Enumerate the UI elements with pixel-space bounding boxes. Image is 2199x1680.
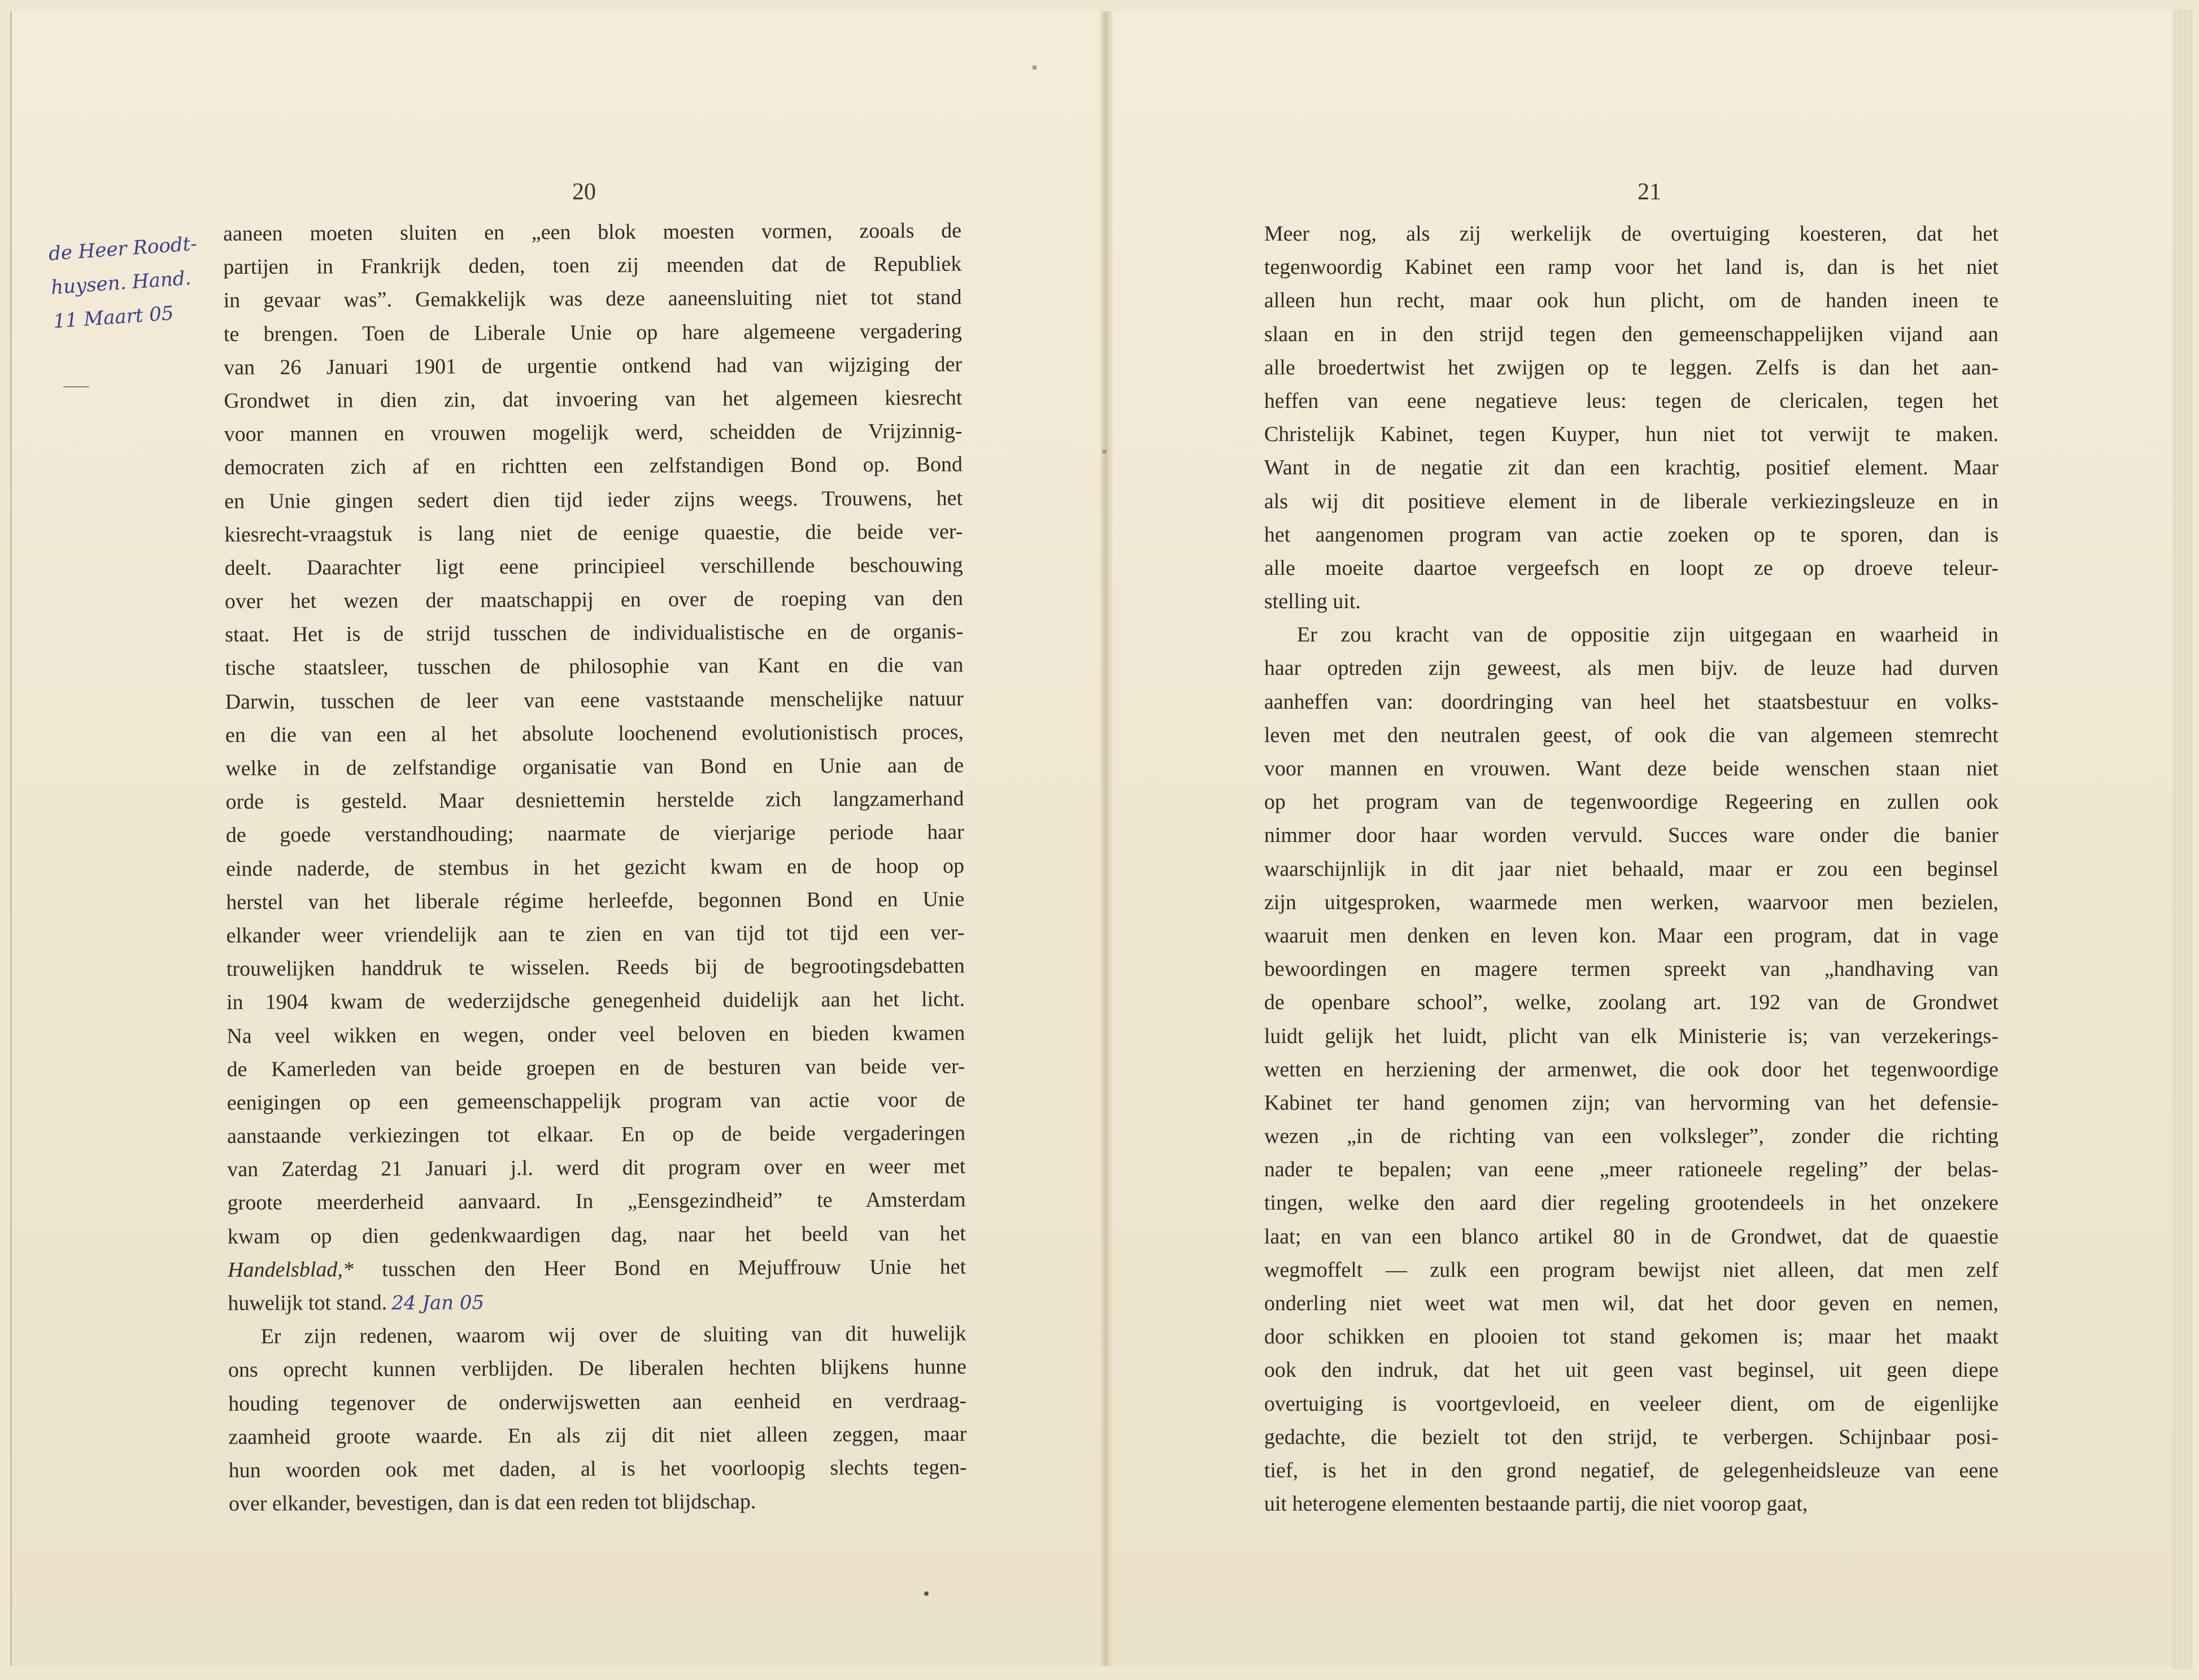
page-number-left: 20 <box>572 179 596 205</box>
text-line: bewoordingen en magere termen spreekt van „handhaving van <box>1264 957 1998 981</box>
text-line: in 1904 kwam de wederzijdsche genegenheid duidelijk aan het licht. <box>226 987 965 1015</box>
margin-note-line: 11 Maart 05 <box>53 302 175 333</box>
left-text-column <box>223 214 967 1521</box>
text-line: leven met den neutralen geest, of ook die van algemeen stemrecht <box>1264 723 1998 747</box>
text-line: op het program van de tegenwoordige Regeering en zullen ook <box>1264 790 1998 814</box>
newspaper-title: Handelsblad,* <box>228 1257 354 1282</box>
text-line: heffen van eene negatieve leus: tegen de clericalen, tegen het <box>1264 389 1998 413</box>
margin-note-line: huysen. Hand. <box>50 267 192 299</box>
text-line: ook den indruk, dat het uit geen vast beginsel, uit geen diepe <box>1264 1358 1998 1382</box>
text-line: voor mannen en vrouwen. Want deze beide wenschen staan niet <box>1264 757 1998 780</box>
text-line: overtuiging is voortgevloeid, en veeleer dient, om de eigenlijke <box>1264 1391 1998 1416</box>
handwritten-margin-note <box>47 228 198 338</box>
text-line: Meer nog, als zij werkelijk de overtuiging koesteren, dat het <box>1264 222 1998 246</box>
text-line: stelling uit. <box>1264 590 1361 614</box>
text-line: nader te bepalen; van eene „meer rationeele regeling” der belas- <box>1264 1158 1998 1182</box>
handwritten-date: 24 Jan 05 <box>391 1291 485 1315</box>
text-line: Handelsblad,* tusschen den Heer Bond en Mejuffrouw Unie het <box>228 1255 966 1282</box>
text-line: Er zijn redenen, waarom wij over de sluiting van dit huwelijk <box>260 1321 966 1349</box>
margin-dash <box>63 386 89 387</box>
book-gutter <box>1100 11 1113 1666</box>
text-line: over het wezen der maatschappij en over de roeping van den <box>224 586 964 614</box>
text-line: groote meerderheid aanvaard. In „Eensgezindheid” te Amsterdam <box>227 1188 966 1215</box>
text-line: aanheffen van: doordringing van heel het staatsbestuur en volks- <box>1264 690 1998 714</box>
text-line: aaneen moeten sluiten en „een blok moesten vormen, zooals de <box>223 219 962 246</box>
text-line: slaan en in den strijd tegen den gemeenschappelijken vijand aan <box>1264 322 1998 346</box>
text-line: over elkander, bevestigen, dan is dat een reden tot blijdschap. <box>228 1490 756 1516</box>
text-line: als wij dit positieve element in de liberale verkiezingsleuze en in <box>1264 489 1998 513</box>
text-line: wetten en herziening der armenwet, die ook door het tegenwoordige <box>1264 1057 1998 1081</box>
text-line: Na veel wikken en wegen, onder veel beloven en bieden kwamen <box>227 1020 965 1048</box>
text-line: partijen in Frankrijk deden, toen zij meenden dat de Republiek <box>223 252 962 280</box>
text-line: eenigingen op een gemeenschappelijk program van actie voor de <box>227 1088 965 1115</box>
text-line: Grondwet in dien zin, dat invoering van het algemeen kiesrecht <box>224 386 963 413</box>
page-edges <box>2173 9 2192 1669</box>
text-line: van Zaterdag 21 Januari j.l. werd dit program over en weer met <box>227 1154 966 1182</box>
text-line: Want in de negatie zit dan een krachtig, positief element. Maar <box>1264 456 1998 480</box>
gutter-speck <box>1103 450 1107 453</box>
text-line: welke in de zelfstandige organisatie van Bond en Unie aan de <box>225 753 964 780</box>
text-line: de Kamerleden van beide groepen en de besturen van beide ver- <box>227 1054 965 1081</box>
text-line: tingen, welke den aard dier regeling grootendeels in het onzekere <box>1264 1191 1998 1215</box>
text-line: waarschijnlijk in dit jaar niet behaald, maar er zou een beginsel <box>1264 857 1998 881</box>
text-line: haar optreden zijn geweest, als men bijv. de leuze had durven <box>1264 656 1998 680</box>
text-line: tief, is het in den grond negatief, de gelegenheidsleuze van eene <box>1264 1458 1998 1482</box>
text-line: zijn uitgesproken, waarmede men werken, waarvoor men bezielen, <box>1264 890 1998 914</box>
text-line: uit heterogene elementen bestaande partij, die niet voorop gaat, <box>1264 1492 1808 1516</box>
text-line: te brengen. Toen de Liberale Unie op hare algemeene vergadering <box>223 318 962 346</box>
text-line: laat; en van een blanco artikel 80 in de Grondwet, dat de quaestie <box>1264 1224 1998 1249</box>
text-line: nimmer door haar worden vervuld. Succes ware onder die banier <box>1264 823 1998 848</box>
text-line: democraten zich af en richtten een zelfstandigen Bond op. Bond <box>224 452 963 480</box>
text-line: het aangenomen program van actie zoeken op te sporen, dan is <box>1264 522 1998 547</box>
text-line: Kabinet ter hand genomen zijn; van hervorming van het defensie- <box>1264 1090 1998 1115</box>
text-line: aanstaande verkiezingen tot elkaar. En op de beide vergaderingen <box>227 1121 966 1149</box>
text-line: door schikken en plooien tot stand gekomen is; maar het maakt <box>1264 1325 1998 1349</box>
text-line: hun woorden ook met daden, al is het voorloopig slechts tegen- <box>228 1455 967 1482</box>
text-line: alle broedertwist het zwijgen op te leggen. Zelfs is dan het aan- <box>1264 355 1998 379</box>
right-text-column <box>1264 217 1998 1521</box>
text-line: huwelijk tot stand. 24 Jan 05 <box>228 1290 485 1315</box>
text-line: in gevaar was”. Gemakkelijk was deze aaneensluiting niet tot stand <box>223 285 962 313</box>
text-line: luidt gelijk het luidt, plicht van elk Ministerie is; van verzekerings- <box>1264 1024 1998 1048</box>
text-line: deelt. Daarachter ligt eene principieel verschillende beschouwing <box>224 553 963 580</box>
page-speck <box>1033 66 1037 69</box>
text-line: waaruit men denken en leven kon. Maar een program, dat in vage <box>1264 923 1998 948</box>
text-line: voor mannen en vrouwen mogelijk werd, scheidden de Vrijzinnig- <box>224 419 963 447</box>
text-line: ons oprecht kunnen verblijden. De liberalen hechten blijkens hunne <box>228 1355 966 1382</box>
text-line: tische staatsleer, tusschen de philosophie van Kant en die van <box>225 653 964 680</box>
text-line: van 26 Januari 1901 de urgentie ontkend had van wijziging der <box>224 352 963 379</box>
text-line: wegmoffelt — zulk een program bewijst niet alleen, dat men zelf <box>1264 1258 1998 1282</box>
text-line: tegenwoordig Kabinet een ramp voor het land is, dan is het niet <box>1264 255 1998 280</box>
text-line: kwam op dien gedenkwaardigen dag, naar het beeld van het <box>227 1221 966 1249</box>
text-line: en Unie gingen sedert dien tijd ieder zijns weegs. Trouwens, het <box>224 486 963 513</box>
text-line: alleen hun recht, maar ook hun plicht, om de handen ineen te <box>1264 289 1998 313</box>
page-number-right: 21 <box>1638 179 1661 205</box>
text-line: houding tegenover de onderwijswetten aan eenheid en verdraag- <box>228 1388 967 1416</box>
text-line: alle moeite daartoe vergeefsch en loopt ze op droeve teleur- <box>1264 556 1998 580</box>
text-line: Darwin, tusschen de leer van eene vaststaande menschelijke natuur <box>225 686 964 714</box>
text-line: kiesrecht-vraagstuk is lang niet de eenige quaestie, die beide ver- <box>224 519 963 547</box>
text-line: orde is gesteld. Maar desniettemin herstelde zich langzamerhand <box>225 787 964 814</box>
text-line: elkander weer vriendelijk aan te zien en van tijd tot tijd een ver- <box>226 920 965 948</box>
text-line: herstel van het liberale régime herleefde, begonnen Bond en Unie <box>226 887 965 914</box>
text-line: de goede verstandhouding; naarmate de vierjarige periode haar <box>225 820 964 848</box>
text-line: wezen „in de richting van een volksleger”, zonder die richting <box>1264 1124 1998 1149</box>
text-line: onderling niet weet wat men wil, dat het door geven en nemen, <box>1264 1291 1998 1315</box>
text-line: en die van een al het absolute loochenend evolutionistisch proces, <box>225 720 964 747</box>
text-line: zaamheid groote waarde. En als zij dit niet alleen zeggen, maar <box>228 1422 967 1449</box>
page-speck <box>924 1591 929 1596</box>
text-line: gedachte, die bezielt tot den strijd, te verbergen. Schijnbaar posi- <box>1264 1425 1998 1449</box>
text-line: staat. Het is de strijd tusschen de individualistische en de organis- <box>225 619 964 647</box>
text-line: de openbare school”, welke, zoolang art. 192 van de Grondwet <box>1264 990 1998 1015</box>
text-line: trouwelijken handdruk te wisselen. Reeds bij de begrootingsdebatten <box>226 954 965 981</box>
text-line: Christelijk Kabinet, tegen Kuyper, hun niet tot verwijt te maken. <box>1264 422 1998 447</box>
text-line: einde naderde, de stembus in het gezicht kwam en de hoop op <box>225 853 965 881</box>
margin-note-line: de Heer Roodt- <box>47 232 198 265</box>
text-line: Er zou kracht van de oppositie zijn uitgegaan en waarheid in <box>1297 623 1998 647</box>
